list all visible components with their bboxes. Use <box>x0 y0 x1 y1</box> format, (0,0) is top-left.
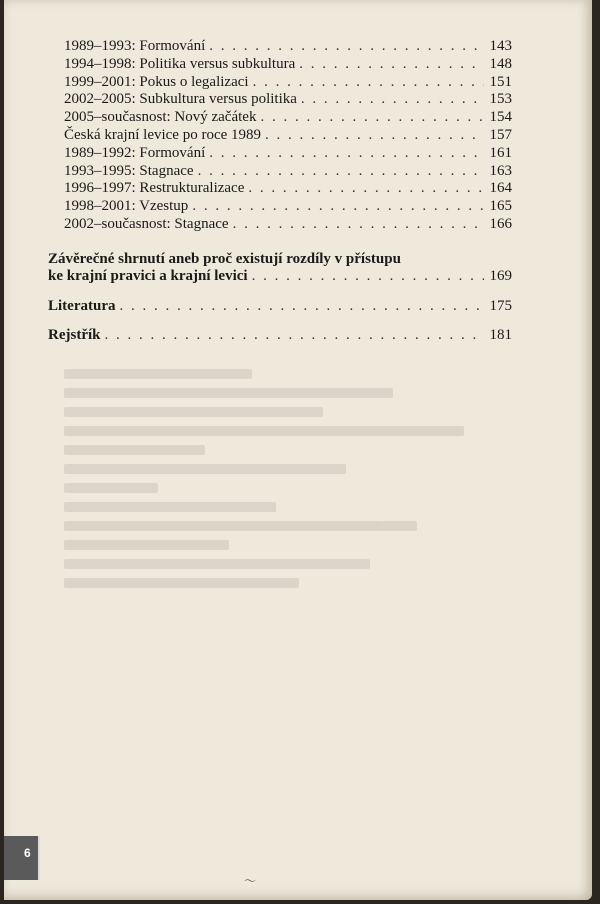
toc-entry[interactable] <box>64 180 512 198</box>
toc-chapter-summary-title-line1: Závěrečné shrnutí aneb proč existují rozdíly v přístupu <box>48 250 401 267</box>
toc-chapter-title: Literatura <box>48 297 116 314</box>
toc-page-number: 175 <box>489 297 512 314</box>
toc-page-number: 169 <box>489 267 512 284</box>
leader-dots <box>105 327 485 345</box>
toc-page-number: 143 <box>489 38 512 54</box>
toc-entry[interactable] <box>64 127 512 145</box>
toc-entry-label: 1989–1992: Formování <box>64 144 206 161</box>
toc-chapter-summary[interactable] <box>48 250 512 286</box>
toc-entry[interactable] <box>64 38 512 56</box>
toc-page-number: 166 <box>489 215 512 232</box>
toc-entry-label: 2002–2005: Subkultura versus politika <box>64 91 297 108</box>
toc-entry-list <box>64 38 512 234</box>
leader-dots <box>252 268 484 286</box>
toc-entry-label: 1994–1998: Politika versus subkultura <box>64 55 296 72</box>
leader-dots <box>198 163 484 181</box>
toc-page-number: 164 <box>489 180 512 197</box>
toc-entry-label: 1998–2001: Vzestup <box>64 198 189 215</box>
toc-entry-label: 1993–1995: Stagnace <box>64 162 194 179</box>
toc-page-number: 153 <box>489 91 512 108</box>
toc-entry-label: 2005–současnost: Nový začátek <box>64 109 257 126</box>
leader-dots <box>192 198 484 216</box>
leader-dots <box>233 216 484 234</box>
toc-entry-label: Česká krajní levice po roce 1989 <box>64 126 262 143</box>
page-number: 6 <box>24 846 31 860</box>
ink-smudge: ～ <box>244 874 257 888</box>
leader-dots <box>248 180 484 198</box>
toc-entry-label: 1996–1997: Restrukturalizace <box>64 180 245 197</box>
leader-dots <box>209 38 484 56</box>
bleed-through-text <box>64 360 534 597</box>
toc-page-number: 161 <box>489 144 512 161</box>
toc-entry-label: 1999–2001: Pokus o legalizaci <box>64 73 249 90</box>
toc-entry[interactable] <box>64 163 512 181</box>
toc-chapter-title: Rejstřík <box>48 327 101 344</box>
toc-entry[interactable] <box>64 74 512 92</box>
leader-dots <box>299 56 484 74</box>
toc-entry[interactable] <box>64 216 512 234</box>
toc-page-number: 163 <box>489 162 512 179</box>
toc-chapter-index[interactable] <box>48 327 512 345</box>
toc-entry[interactable] <box>64 198 512 216</box>
page-folio-tab <box>4 836 40 880</box>
book-page <box>4 0 592 900</box>
toc-page-number: 154 <box>489 109 512 126</box>
leader-dots <box>301 91 484 109</box>
toc-chapter-literature[interactable] <box>48 298 512 316</box>
leader-dots <box>119 298 484 316</box>
toc-entry[interactable] <box>64 145 512 163</box>
leader-dots <box>260 109 484 127</box>
toc-chapter-summary-line2 <box>48 268 512 286</box>
table-of-contents <box>48 38 512 345</box>
leader-dots <box>253 74 484 92</box>
toc-page-number: 181 <box>489 327 512 344</box>
toc-page-number: 151 <box>489 73 512 90</box>
toc-entry-label: 2002–současnost: Stagnace <box>64 215 229 232</box>
toc-entry[interactable] <box>64 56 512 74</box>
toc-entry-label: 1989–1993: Formování <box>64 38 206 54</box>
toc-entry[interactable] <box>64 91 512 109</box>
leader-dots <box>209 145 484 163</box>
toc-page-number: 157 <box>489 126 512 143</box>
toc-page-number: 148 <box>489 55 512 72</box>
leader-dots <box>265 127 484 145</box>
toc-page-number: 165 <box>489 198 512 215</box>
toc-entry[interactable] <box>64 109 512 127</box>
toc-chapter-summary-title-line2: ke krajní pravici a krajní levici <box>48 267 248 284</box>
